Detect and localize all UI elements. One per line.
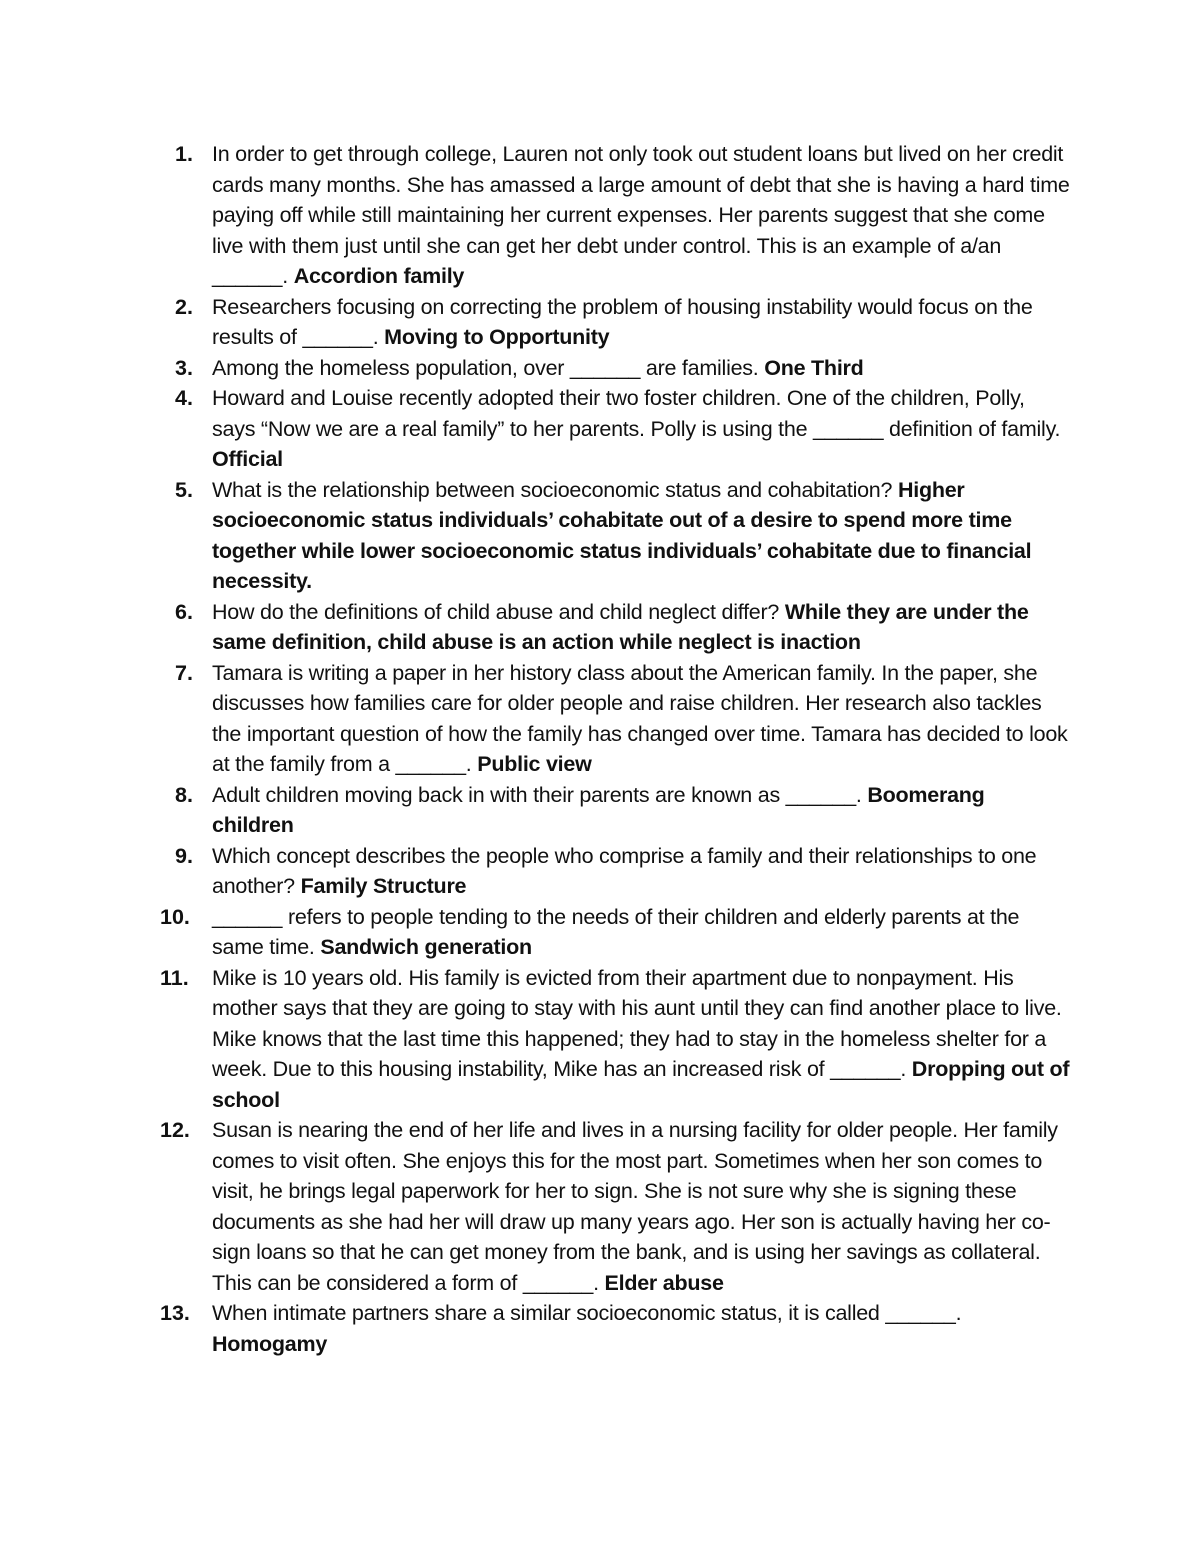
question-text: When intimate partners share a similar socioeconomic status, it is called ______. <box>212 1301 962 1325</box>
question-number: 3. <box>175 355 193 380</box>
question-item-7 <box>160 658 1070 780</box>
question-item-3 <box>160 353 1070 384</box>
question-item-6 <box>160 597 1070 658</box>
answer-text: Public view <box>477 752 592 776</box>
question-number: 1. <box>175 142 193 166</box>
question-text: Howard and Louise recently adopted their two foster children. One of the children, Polly, says “Now we are a real family” to her parents. Polly is using the ______ definition of family. <box>212 386 1061 441</box>
question-number: 2. <box>175 294 193 319</box>
question-item-4 <box>160 383 1070 475</box>
question-item-11 <box>160 963 1070 1116</box>
answer-text: Accordion family <box>293 264 465 288</box>
question-number: 9. <box>175 843 193 868</box>
question-item-10 <box>160 902 1070 963</box>
answer-text: Higher socioeconomic status individuals’ cohabitate out of a desire to spend more time together while lower socioeconomic status individuals’ cohabitate due to financial necessity. <box>212 477 1032 593</box>
question-text: What is the relationship between socioeconomic status and cohabitation? <box>212 477 898 502</box>
question-text: In order to get through college, Lauren not only took out student loans but lived on her credit cards many months. She has amassed a large amount of debt that she is having a hard time paying off while still maintaining her current expenses. Her parents suggest that she come live with them just until she can get her debt under control. This is an example of a/an ______. <box>212 142 1070 288</box>
question-number: 6. <box>175 599 193 624</box>
question-text: Among the homeless population, over ______ are families. <box>212 355 765 380</box>
question-text: How do the definitions of child abuse and child neglect differ? <box>212 599 785 624</box>
answer-text: Boomerang children <box>212 782 985 837</box>
question-number: 12. <box>160 1118 190 1142</box>
question-text: Mike is 10 years old. His family is evicted from their apartment due to nonpayment. His mother says that they are going to stay with his aunt until they can find another place to live. Mike knows that the last time this happened; they had to stay in the homeless shelter for a week. Due to this housing instability, Mike has an increased risk of ______. <box>212 965 1062 1081</box>
question-number: 11. <box>160 965 189 990</box>
question-text: Adult children moving back in with their parents are known as ______. <box>212 782 868 807</box>
question-text: Tamara is writing a paper in her history class about the American family. In the paper, she discusses how families care for older people and raise children. Her research also tackles the important question of how the family has changed over time. Tamara has decided to look at the family from a ______. <box>212 660 1068 776</box>
question-item-9 <box>160 841 1070 902</box>
question-number: 4. <box>175 386 193 410</box>
answer-text: Elder abuse <box>604 1270 724 1295</box>
question-item-8 <box>160 780 1070 841</box>
question-text: Susan is nearing the end of her life and lives in a nursing facility for older people. Her family comes to visit often. She enjoys this for the most part. Sometimes when her son comes to visit, he brings legal paperwork for her to sign. She is not sure why she is signing these documents as she had her will draw up many years ago. Her son is actually having her co-sign loans so that he can get money from the bank, and is using her savings as collateral. This can be considered a form of ______. <box>212 1118 1058 1295</box>
question-text: Researchers focusing on correcting the problem of housing instability would focus on the results of ______. <box>212 294 1033 349</box>
question-item-13 <box>160 1298 1070 1359</box>
answer-text: Official <box>212 447 283 471</box>
answer-text: Dropping out of school <box>212 1057 1070 1112</box>
question-list <box>160 139 1070 1359</box>
question-number: 8. <box>175 782 193 807</box>
question-number: 5. <box>175 477 193 502</box>
answer-text: Sandwich generation <box>320 935 532 959</box>
answer-text: Family Structure <box>300 874 467 898</box>
question-number: 10. <box>160 904 190 929</box>
answer-text: Moving to Opportunity <box>384 325 610 349</box>
question-item-12 <box>160 1115 1070 1298</box>
question-item-2 <box>160 292 1070 353</box>
answer-text: Homogamy <box>212 1331 328 1356</box>
question-item-5 <box>160 475 1070 597</box>
answer-text: While they are under the same definition, child abuse is an action while neglect is inaction <box>212 599 1029 654</box>
answer-text: One Third <box>764 355 864 380</box>
question-text: ______ refers to people tending to the needs of their children and elderly parents at the same time. <box>212 904 1020 959</box>
question-item-1 <box>160 139 1070 292</box>
question-number: 7. <box>175 660 193 685</box>
question-number: 13. <box>160 1301 190 1325</box>
question-text: Which concept describes the people who comprise a family and their relationships to one another? <box>212 843 1037 898</box>
